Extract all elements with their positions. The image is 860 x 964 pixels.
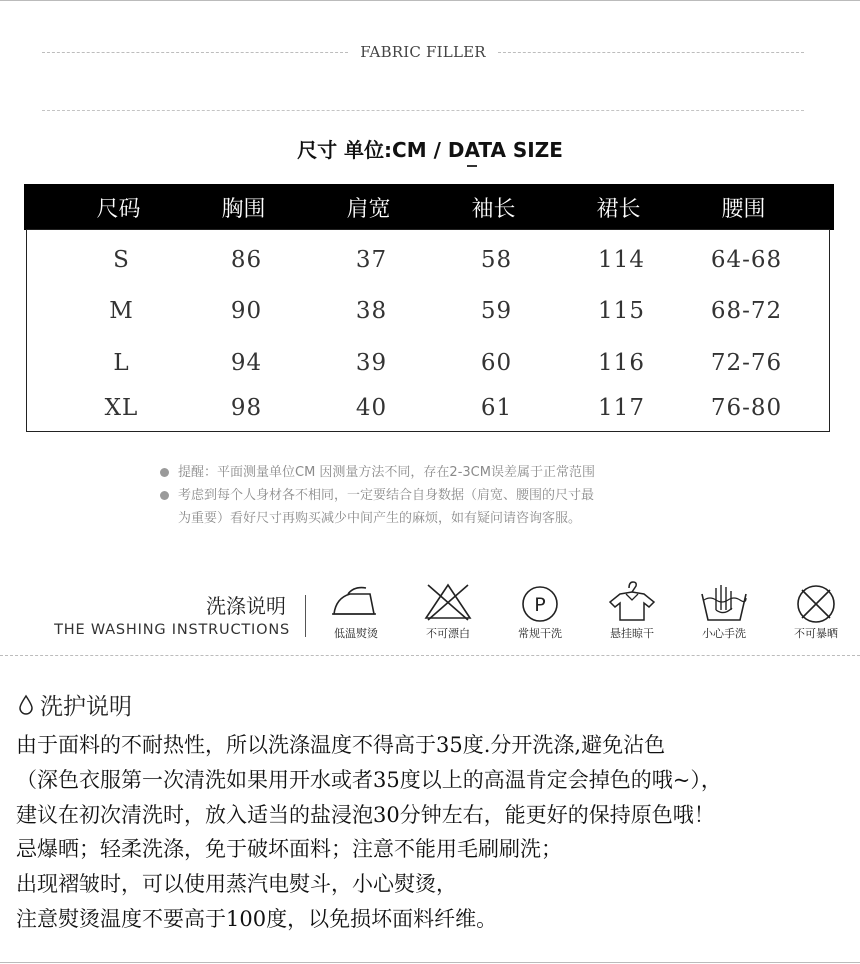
table-cell: 115 xyxy=(598,298,645,324)
care-line: 注意熨烫温度不要高于100度，以免损坏面料纤维。 xyxy=(16,906,498,931)
header-cell-length: 裙长 xyxy=(596,196,641,222)
table-cell: XL xyxy=(104,395,139,421)
header-dash-left xyxy=(42,52,348,53)
care-title xyxy=(18,688,132,721)
washing-separator xyxy=(305,595,306,637)
table-cell: 72-76 xyxy=(710,350,783,376)
table-row xyxy=(27,388,829,428)
care-item-low-iron xyxy=(316,580,396,641)
size-table xyxy=(26,229,830,432)
table-cell: 68-72 xyxy=(710,298,783,324)
table-cell: 38 xyxy=(355,298,388,324)
care-line: 出现褶皱时，可以使用蒸汽电熨斗，小心熨烫， xyxy=(16,872,457,897)
care-item-dry-clean xyxy=(500,580,580,641)
fabric-filler-header xyxy=(42,40,804,64)
note-item xyxy=(158,484,718,507)
care-line: 由于面料的不耐热性，所以洗涤温度不得高于35度.分开洗涤,避免沾色 xyxy=(16,733,666,757)
no-bleach-icon xyxy=(418,580,478,624)
dry-clean-p-icon xyxy=(510,580,570,624)
table-cell: 76-80 xyxy=(710,395,783,421)
table-cell: 59 xyxy=(480,298,513,324)
care-item-no-bleach xyxy=(408,580,488,641)
note-text: 为重要）看好尺寸再购买减少中间产生的麻烦，如有疑问请咨询客服。 xyxy=(178,511,582,526)
table-cell: 86 xyxy=(230,247,263,273)
top-rule xyxy=(0,0,860,1)
size-section-title: 尺寸 单位:CM / DATA SIZE xyxy=(297,138,563,162)
table-cell: 114 xyxy=(598,247,645,273)
table-cell: 39 xyxy=(355,350,388,376)
note-text: 考虑到每个人身材各不相同，一定要结合自身数据（肩宽、腰围的尺寸最 xyxy=(178,488,595,503)
care-item-no-sun xyxy=(776,580,856,641)
bottom-rule xyxy=(0,962,860,963)
header-cell-shoulder: 肩宽 xyxy=(346,196,391,222)
header-cell-size: 尺码 xyxy=(96,196,141,222)
bullet-dot-icon xyxy=(160,468,169,477)
water-drop-icon xyxy=(18,694,34,716)
header-label: FABRIC FILLER xyxy=(360,43,486,61)
table-cell: 61 xyxy=(480,395,513,421)
table-cell: 117 xyxy=(598,395,645,421)
table-cell: 58 xyxy=(480,247,513,273)
washing-title-en: THE WASHING INSTRUCTIONS xyxy=(54,622,290,638)
table-cell: S xyxy=(113,247,130,273)
section-divider xyxy=(42,110,804,111)
care-instructions xyxy=(16,728,856,937)
table-cell: L xyxy=(113,350,130,376)
svg-text:P: P xyxy=(534,594,546,616)
care-label: 不可漂白 xyxy=(426,627,470,640)
care-item-hand-wash xyxy=(684,580,764,641)
washing-divider xyxy=(0,655,860,656)
care-line: 建议在初次清洗时，放入适当的盐浸泡30分钟左右，能更好的保持原色哦！ xyxy=(16,802,715,827)
table-cell: M xyxy=(109,298,134,324)
title-underline-mark xyxy=(467,165,477,167)
care-label: 悬挂晾干 xyxy=(610,627,654,640)
care-title-text: 洗护说明 xyxy=(40,694,132,720)
header-cell-bust: 胸围 xyxy=(221,196,266,222)
header-cell-sleeve: 袖长 xyxy=(471,196,516,222)
table-cell: 40 xyxy=(355,395,388,421)
table-row xyxy=(27,291,829,331)
table-cell: 98 xyxy=(230,395,263,421)
care-label: 不可暴晒 xyxy=(794,627,838,640)
hang-dry-icon xyxy=(602,580,662,624)
table-cell: 64-68 xyxy=(710,247,783,273)
care-line: （深色衣服第一次清洗如果用开水或者35度以上的高温肯定会掉色的哦~）， xyxy=(16,767,722,792)
care-label: 低温熨烫 xyxy=(334,627,378,640)
note-text: 提醒：平面测量单位CM 因测量方法不同，存在2-3CM误差属于正常范围 xyxy=(178,465,595,480)
bullet-dot-icon xyxy=(160,491,169,500)
table-cell: 116 xyxy=(598,350,645,376)
care-label: 小心手洗 xyxy=(702,627,746,640)
care-line: 忌爆晒；轻柔洗涤，免于破坏面料；注意不能用毛刷刷洗； xyxy=(16,837,562,862)
washing-title-cn: 洗涤说明 xyxy=(206,594,286,618)
care-label: 常规干洗 xyxy=(518,627,562,640)
table-row xyxy=(27,343,829,383)
size-table-header xyxy=(24,184,834,230)
header-dash-right xyxy=(498,52,804,53)
table-cell: 90 xyxy=(230,298,263,324)
table-cell: 37 xyxy=(355,247,388,273)
no-tumble-dry-icon xyxy=(786,580,846,624)
hand-wash-icon xyxy=(694,580,754,624)
note-item xyxy=(158,507,718,530)
table-cell: 94 xyxy=(230,350,263,376)
table-cell: 60 xyxy=(480,350,513,376)
care-item-hang-dry xyxy=(592,580,672,641)
table-row xyxy=(27,240,829,280)
header-cell-waist: 腰围 xyxy=(721,196,766,222)
measurement-notes xyxy=(158,461,718,530)
low-temp-iron-icon xyxy=(326,580,386,624)
note-item xyxy=(158,461,718,484)
